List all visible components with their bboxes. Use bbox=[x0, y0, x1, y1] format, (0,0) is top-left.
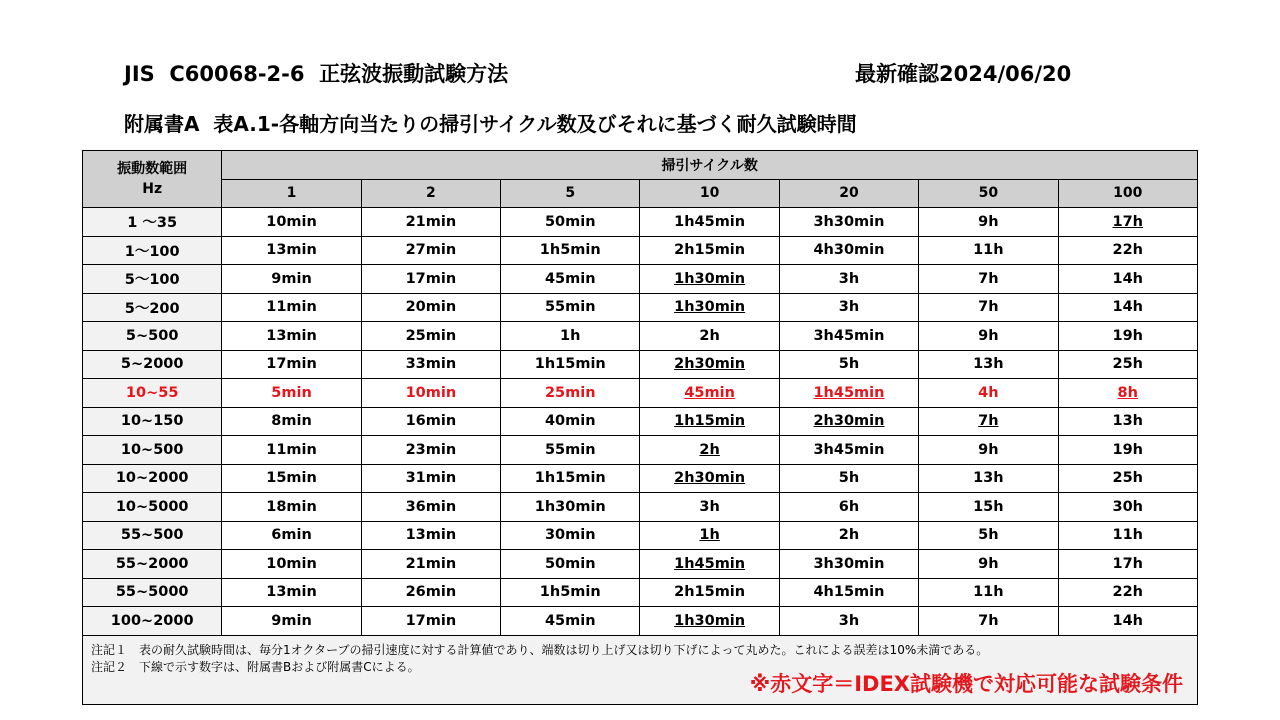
duration-cell bbox=[1058, 436, 1197, 465]
duration-value: 11h bbox=[973, 584, 1004, 601]
duration-cell bbox=[222, 493, 361, 522]
duration-cell bbox=[361, 407, 500, 436]
duration-value: 1h5min bbox=[539, 242, 601, 259]
duration-value: 3h bbox=[838, 299, 860, 316]
duration-cell bbox=[501, 322, 640, 351]
table-row bbox=[83, 265, 1198, 294]
cycle-count-header: 100 bbox=[1058, 179, 1197, 208]
duration-value: 3h30min bbox=[813, 555, 885, 572]
table-row bbox=[83, 379, 1198, 408]
duration-value: 2h bbox=[838, 527, 860, 544]
duration-cell bbox=[919, 350, 1058, 379]
duration-value: 2h bbox=[699, 441, 720, 458]
table-row bbox=[83, 493, 1198, 522]
duration-cell bbox=[640, 265, 779, 294]
duration-cell bbox=[361, 493, 500, 522]
duration-value: 45min bbox=[544, 270, 596, 287]
duration-value: 1h45min bbox=[674, 213, 746, 230]
duration-value: 1h bbox=[560, 327, 581, 344]
table-row bbox=[83, 436, 1198, 465]
notes-row bbox=[83, 635, 1198, 704]
duration-value: 4h30min bbox=[813, 242, 885, 259]
frequency-range-cell: 10~2000 bbox=[83, 464, 222, 493]
duration-value: 14h bbox=[1112, 299, 1144, 316]
duration-value: 30h bbox=[1112, 498, 1144, 515]
table-row bbox=[83, 578, 1198, 607]
confirmed-date: 最新確認2024/06/20 bbox=[855, 62, 1072, 86]
duration-cell bbox=[222, 236, 361, 265]
duration-value: 13min bbox=[405, 527, 457, 544]
table-row bbox=[83, 322, 1198, 351]
duration-cell bbox=[1058, 521, 1197, 550]
duration-cell bbox=[1058, 607, 1197, 636]
table-row bbox=[83, 550, 1198, 579]
duration-cell bbox=[640, 493, 779, 522]
duration-cell bbox=[919, 493, 1058, 522]
duration-value: 5h bbox=[838, 470, 860, 487]
note-1: 注記１ 表の耐久試験時間は、毎分1オクターブの掃引速度に対する計算値であり、端数は切り上げ又は切り下げによって丸めた。これによる誤差は10%未満である。 bbox=[91, 642, 989, 657]
duration-value: 16min bbox=[405, 413, 457, 430]
duration-value: 19h bbox=[1112, 441, 1144, 458]
duration-cell bbox=[779, 550, 918, 579]
duration-value: 8h bbox=[1117, 384, 1138, 401]
duration-value: 6min bbox=[271, 527, 312, 544]
duration-value: 9min bbox=[271, 612, 312, 629]
duration-value: 11h bbox=[973, 242, 1004, 259]
duration-value: 13h bbox=[973, 470, 1004, 487]
duration-cell bbox=[779, 607, 918, 636]
duration-value: 22h bbox=[1112, 242, 1144, 259]
duration-cell bbox=[361, 265, 500, 294]
duration-value: 26min bbox=[405, 584, 457, 601]
duration-cell bbox=[919, 322, 1058, 351]
duration-cell bbox=[501, 607, 640, 636]
cycle-count-header: 10 bbox=[640, 179, 779, 208]
duration-value: 13min bbox=[266, 242, 317, 259]
duration-value: 17h bbox=[1112, 213, 1144, 230]
duration-cell bbox=[779, 322, 918, 351]
frequency-unit-label: Hz bbox=[142, 181, 163, 197]
duration-cell bbox=[779, 208, 918, 237]
frequency-range-cell: 10~5000 bbox=[83, 493, 222, 522]
duration-cell bbox=[501, 379, 640, 408]
duration-cell bbox=[501, 265, 640, 294]
cycle-count-header: 2 bbox=[361, 179, 500, 208]
duration-value: 3h45min bbox=[813, 441, 885, 458]
duration-cell bbox=[779, 236, 918, 265]
table-row bbox=[83, 236, 1198, 265]
cycle-count-header: 20 bbox=[779, 179, 918, 208]
duration-cell bbox=[640, 208, 779, 237]
duration-cell bbox=[1058, 350, 1197, 379]
duration-cell bbox=[361, 464, 500, 493]
duration-value: 2h30min bbox=[813, 413, 885, 430]
duration-value: 45min bbox=[544, 612, 596, 629]
duration-value: 20min bbox=[405, 299, 457, 316]
duration-value: 21min bbox=[405, 555, 457, 572]
duration-value: 21min bbox=[405, 213, 457, 230]
frequency-range-cell: 55~500 bbox=[83, 521, 222, 550]
duration-cell bbox=[919, 407, 1058, 436]
duration-cell bbox=[361, 436, 500, 465]
duration-value: 3h bbox=[838, 270, 860, 287]
duration-value: 22h bbox=[1112, 584, 1144, 601]
duration-cell bbox=[222, 607, 361, 636]
duration-cell bbox=[919, 607, 1058, 636]
duration-cell bbox=[919, 208, 1058, 237]
red-text-legend: ※赤文字＝IDEX試験機で対応可能な試験条件 bbox=[749, 671, 1183, 696]
duration-cell bbox=[1058, 550, 1197, 579]
duration-cell bbox=[501, 407, 640, 436]
cycle-count-header: 5 bbox=[501, 179, 640, 208]
duration-value: 4h bbox=[978, 384, 999, 401]
duration-value: 25h bbox=[1112, 470, 1144, 487]
duration-cell bbox=[640, 607, 779, 636]
duration-value: 55min bbox=[544, 299, 596, 316]
frequency-range-cell: 100~2000 bbox=[83, 607, 222, 636]
table-row bbox=[83, 407, 1198, 436]
duration-cell bbox=[361, 322, 500, 351]
duration-value: 13min bbox=[266, 584, 317, 601]
duration-cell bbox=[222, 550, 361, 579]
duration-value: 23min bbox=[405, 441, 457, 458]
duration-value: 3h45min bbox=[813, 327, 885, 344]
duration-cell bbox=[222, 436, 361, 465]
duration-cell bbox=[222, 293, 361, 322]
duration-value: 11min bbox=[266, 441, 317, 458]
duration-value: 7h bbox=[978, 270, 999, 287]
frequency-range-header-label: 振動数範囲 bbox=[117, 161, 188, 177]
header-row-cycles bbox=[83, 179, 1198, 208]
duration-value: 1h30min bbox=[674, 270, 746, 287]
frequency-range-cell: 5~500 bbox=[83, 322, 222, 351]
duration-cell bbox=[222, 350, 361, 379]
duration-value: 17min bbox=[266, 356, 317, 373]
duration-value: 9h bbox=[978, 213, 999, 230]
table-row bbox=[83, 293, 1198, 322]
duration-value: 6h bbox=[838, 498, 860, 515]
table-row bbox=[83, 464, 1198, 493]
duration-cell bbox=[640, 236, 779, 265]
frequency-range-cell: 55~2000 bbox=[83, 550, 222, 579]
duration-value: 1h15min bbox=[534, 470, 606, 487]
frequency-range-cell: 5～100 bbox=[83, 265, 222, 294]
duration-cell bbox=[222, 464, 361, 493]
duration-cell bbox=[361, 521, 500, 550]
duration-cell bbox=[361, 379, 500, 408]
duration-value: 15h bbox=[973, 498, 1004, 515]
duration-value: 19h bbox=[1112, 327, 1144, 344]
duration-cell bbox=[640, 436, 779, 465]
duration-value: 3h bbox=[699, 498, 720, 515]
duration-cell bbox=[361, 578, 500, 607]
duration-cell bbox=[779, 578, 918, 607]
duration-cell bbox=[1058, 236, 1197, 265]
duration-value: 2h30min bbox=[674, 470, 746, 487]
duration-cell bbox=[222, 265, 361, 294]
duration-value: 40min bbox=[544, 413, 596, 430]
duration-value: 1h30min bbox=[674, 612, 746, 629]
duration-cell bbox=[1058, 578, 1197, 607]
duration-value: 15min bbox=[266, 470, 317, 487]
duration-cell bbox=[222, 379, 361, 408]
duration-value: 30min bbox=[544, 527, 596, 544]
duration-cell bbox=[501, 550, 640, 579]
duration-cell bbox=[779, 436, 918, 465]
duration-value: 3h30min bbox=[813, 213, 885, 230]
duration-value: 1h30min bbox=[534, 498, 606, 515]
duration-value: 10min bbox=[266, 555, 317, 572]
duration-cell bbox=[361, 208, 500, 237]
duration-value: 1h bbox=[699, 527, 720, 544]
duration-cell bbox=[640, 322, 779, 351]
duration-cell bbox=[919, 236, 1058, 265]
duration-cell bbox=[222, 578, 361, 607]
duration-value: 1h5min bbox=[539, 584, 601, 601]
duration-cell bbox=[640, 550, 779, 579]
duration-value: 33min bbox=[405, 356, 457, 373]
duration-value: 5h bbox=[978, 527, 999, 544]
duration-value: 8min bbox=[271, 413, 312, 430]
duration-cell bbox=[640, 578, 779, 607]
frequency-range-cell: 10~55 bbox=[83, 379, 222, 408]
duration-value: 25h bbox=[1112, 356, 1144, 373]
table-caption: 附属書A 表A.1-各軸方向当たりの掃引サイクル数及びそれに基づく耐久試験時間 bbox=[124, 112, 857, 136]
duration-value: 11min bbox=[266, 299, 317, 316]
duration-cell bbox=[640, 464, 779, 493]
duration-cell bbox=[501, 493, 640, 522]
duration-cell bbox=[1058, 293, 1197, 322]
duration-cell bbox=[1058, 265, 1197, 294]
duration-value: 13h bbox=[1112, 413, 1144, 430]
frequency-range-cell: 10~150 bbox=[83, 407, 222, 436]
duration-cell bbox=[361, 607, 500, 636]
duration-cell bbox=[361, 550, 500, 579]
duration-value: 50min bbox=[544, 213, 596, 230]
frequency-range-cell: 1～100 bbox=[83, 236, 222, 265]
duration-value: 9h bbox=[978, 555, 999, 572]
duration-cell bbox=[1058, 208, 1197, 237]
sweep-cycles-header: 掃引サイクル数 bbox=[222, 151, 1198, 180]
duration-value: 2h15min bbox=[674, 584, 746, 601]
cycle-count-header: 50 bbox=[919, 179, 1058, 208]
duration-value: 9min bbox=[271, 270, 312, 287]
frequency-range-cell: 5～200 bbox=[83, 293, 222, 322]
duration-value: 10min bbox=[266, 213, 317, 230]
table-row bbox=[83, 521, 1198, 550]
duration-value: 17h bbox=[1112, 555, 1144, 572]
duration-cell bbox=[1058, 407, 1197, 436]
duration-value: 9h bbox=[978, 441, 999, 458]
duration-value: 11h bbox=[1112, 527, 1144, 544]
duration-value: 13h bbox=[973, 356, 1004, 373]
duration-cell bbox=[640, 521, 779, 550]
duration-value: 7h bbox=[978, 413, 999, 430]
duration-cell bbox=[919, 521, 1058, 550]
table-body bbox=[83, 208, 1198, 636]
duration-cell bbox=[222, 208, 361, 237]
duration-cell bbox=[919, 436, 1058, 465]
duration-value: 4h15min bbox=[813, 584, 885, 601]
duration-cell bbox=[501, 521, 640, 550]
table-row bbox=[83, 607, 1198, 636]
duration-cell bbox=[361, 236, 500, 265]
duration-cell bbox=[779, 265, 918, 294]
duration-value: 1h30min bbox=[674, 299, 746, 316]
duration-cell bbox=[779, 493, 918, 522]
duration-cell bbox=[1058, 493, 1197, 522]
duration-cell bbox=[640, 350, 779, 379]
duration-value: 50min bbox=[544, 555, 596, 572]
duration-cell bbox=[501, 293, 640, 322]
header-row-top bbox=[83, 151, 1198, 180]
duration-value: 13min bbox=[266, 327, 317, 344]
frequency-range-cell: 55~5000 bbox=[83, 578, 222, 607]
duration-cell bbox=[640, 379, 779, 408]
duration-value: 2h30min bbox=[674, 356, 746, 373]
duration-value: 2h15min bbox=[674, 242, 746, 259]
frequency-range-header bbox=[83, 151, 222, 208]
duration-cell bbox=[222, 407, 361, 436]
duration-cell bbox=[919, 293, 1058, 322]
sweep-cycle-table bbox=[82, 150, 1198, 705]
duration-value: 17min bbox=[405, 612, 457, 629]
duration-cell bbox=[361, 350, 500, 379]
duration-value: 5min bbox=[271, 384, 312, 401]
table-row bbox=[83, 208, 1198, 237]
duration-value: 1h45min bbox=[813, 384, 885, 401]
duration-value: 14h bbox=[1112, 270, 1144, 287]
duration-cell bbox=[501, 208, 640, 237]
duration-value: 18min bbox=[266, 498, 317, 515]
duration-value: 1h45min bbox=[674, 555, 746, 572]
notes-cell bbox=[83, 635, 1198, 704]
duration-value: 2h bbox=[699, 327, 720, 344]
duration-value: 25min bbox=[405, 327, 457, 344]
duration-value: 31min bbox=[405, 470, 457, 487]
duration-cell bbox=[919, 550, 1058, 579]
duration-cell bbox=[640, 407, 779, 436]
duration-cell bbox=[919, 265, 1058, 294]
duration-value: 45min bbox=[684, 384, 735, 401]
duration-cell bbox=[919, 578, 1058, 607]
duration-cell bbox=[501, 236, 640, 265]
duration-value: 1h15min bbox=[534, 356, 606, 373]
duration-cell bbox=[779, 350, 918, 379]
duration-value: 7h bbox=[978, 612, 999, 629]
duration-value: 10min bbox=[405, 384, 457, 401]
duration-cell bbox=[222, 322, 361, 351]
duration-cell bbox=[779, 293, 918, 322]
duration-cell bbox=[779, 407, 918, 436]
duration-cell bbox=[919, 379, 1058, 408]
duration-value: 36min bbox=[405, 498, 457, 515]
duration-cell bbox=[501, 350, 640, 379]
duration-value: 25min bbox=[544, 384, 596, 401]
duration-cell bbox=[640, 293, 779, 322]
cycle-count-header: 1 bbox=[222, 179, 361, 208]
note-2: 注記２ 下線で示す数字は、附属書Bおよび附属書Cによる。 bbox=[91, 659, 420, 674]
duration-cell bbox=[779, 464, 918, 493]
duration-value: 5h bbox=[838, 356, 860, 373]
duration-value: 7h bbox=[978, 299, 999, 316]
duration-cell bbox=[779, 379, 918, 408]
duration-cell bbox=[919, 464, 1058, 493]
duration-value: 1h15min bbox=[674, 413, 746, 430]
duration-cell bbox=[361, 293, 500, 322]
duration-cell bbox=[501, 464, 640, 493]
duration-cell bbox=[1058, 464, 1197, 493]
duration-cell bbox=[501, 436, 640, 465]
duration-value: 27min bbox=[405, 242, 457, 259]
frequency-range-cell: 5~2000 bbox=[83, 350, 222, 379]
duration-value: 3h bbox=[838, 612, 860, 629]
duration-cell bbox=[222, 521, 361, 550]
duration-cell bbox=[779, 521, 918, 550]
duration-value: 9h bbox=[978, 327, 999, 344]
duration-value: 14h bbox=[1112, 612, 1144, 629]
frequency-range-cell: 10~500 bbox=[83, 436, 222, 465]
duration-value: 17min bbox=[405, 270, 457, 287]
document-title: JIS C60068-2-6 正弦波振動試験方法 bbox=[124, 62, 509, 86]
duration-cell bbox=[1058, 322, 1197, 351]
duration-value: 55min bbox=[544, 441, 596, 458]
table-row bbox=[83, 350, 1198, 379]
duration-cell bbox=[501, 578, 640, 607]
frequency-range-cell: 1 ～35 bbox=[83, 208, 222, 237]
duration-cell bbox=[1058, 379, 1197, 408]
